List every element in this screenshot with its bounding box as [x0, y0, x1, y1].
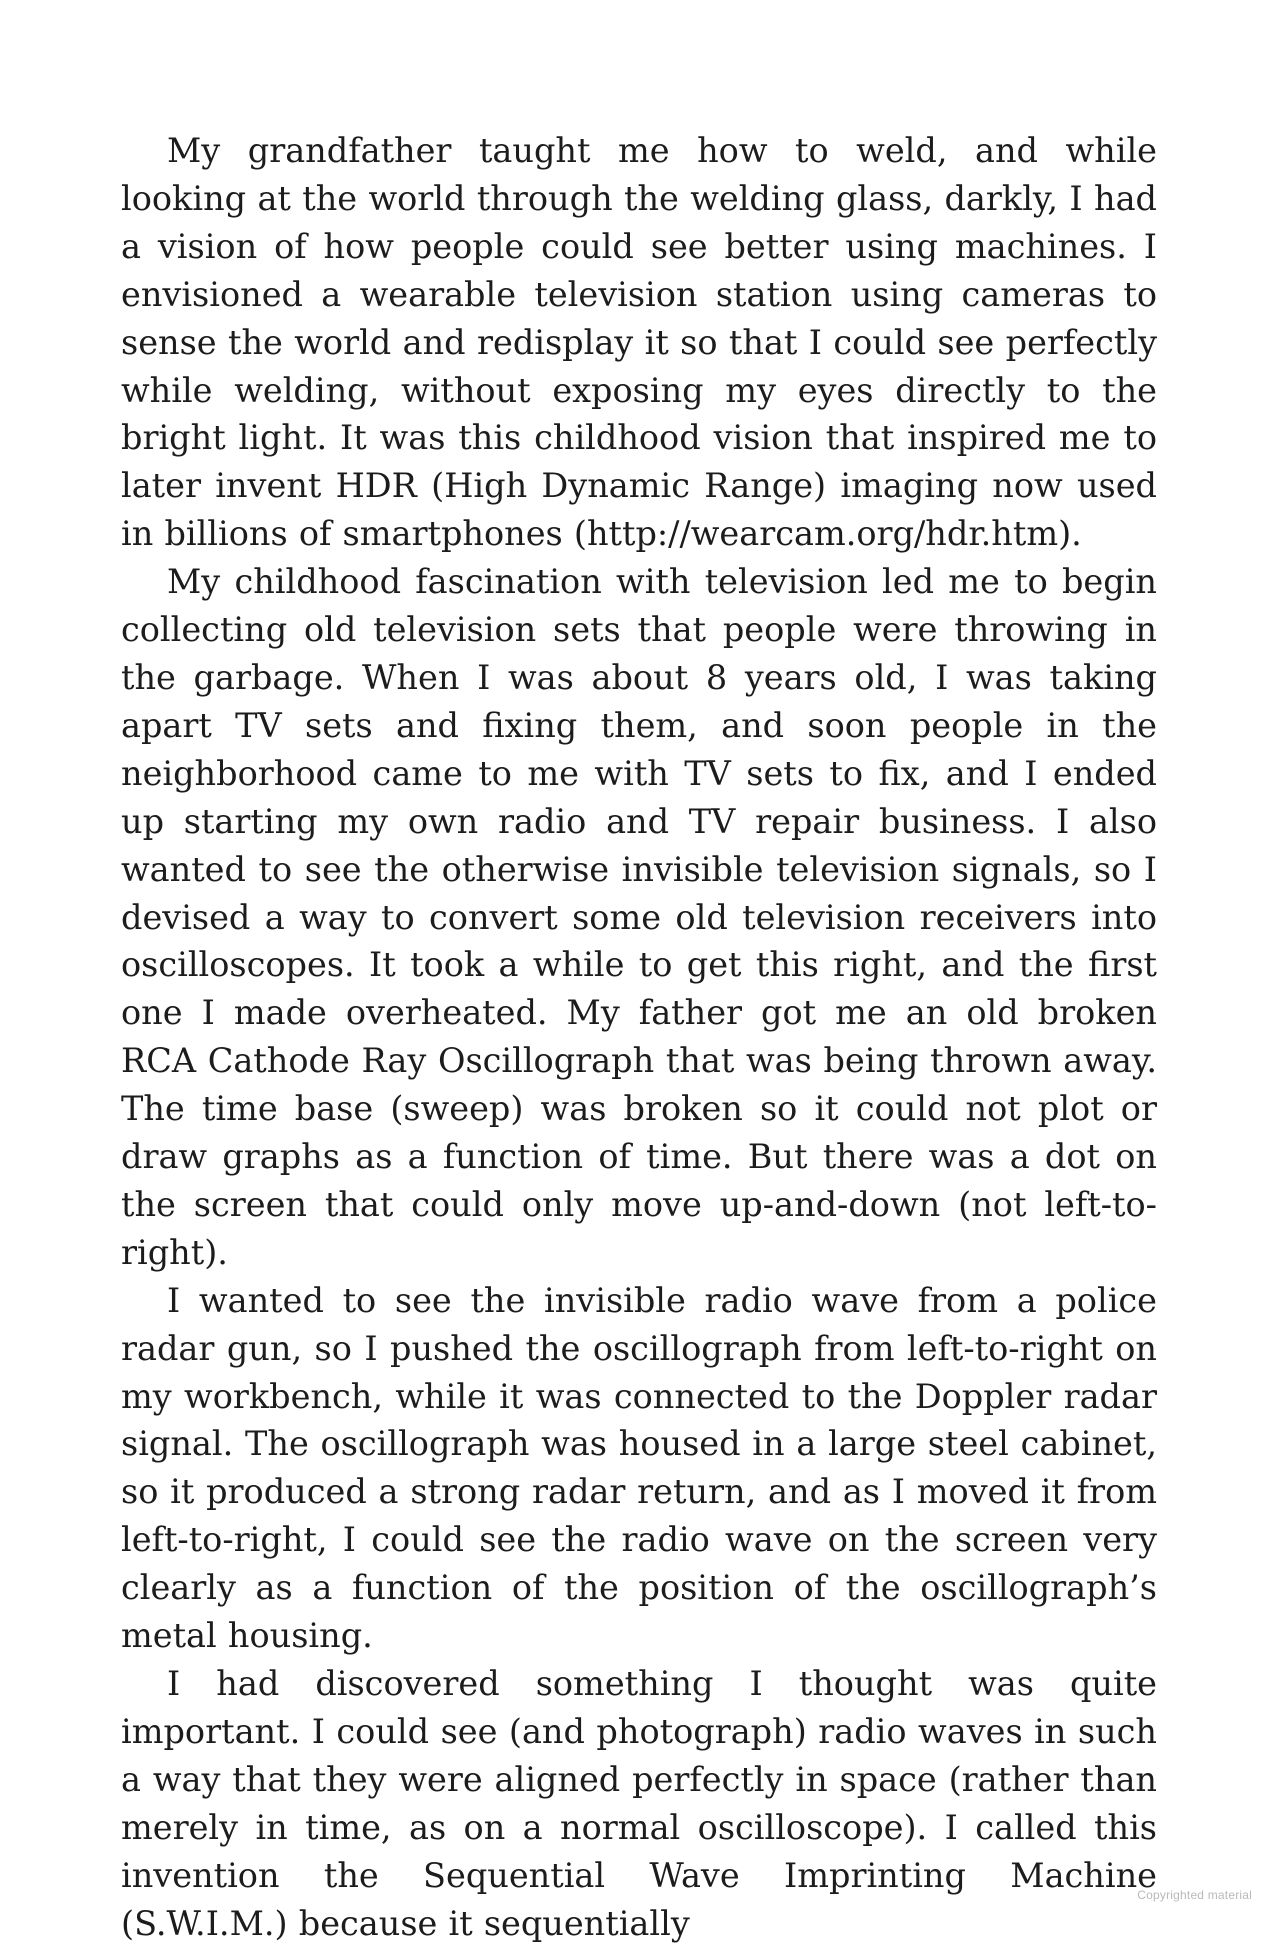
body-text	[121, 127, 1157, 1947]
copyright-watermark: Copyrighted material	[1137, 1888, 1252, 1902]
paragraph-4: I had discovered something I thought was quite important. I could see (and photograph) radio waves in such a way that they were aligned perfectly in space (rather than merely in time, as on a normal oscilloscope). I called this invention the Sequential Wave Imprinting Machine (S.W.I.M.) because it sequentially	[121, 1664, 1157, 1943]
paragraph-3: I wanted to see the invisible radio wave from a police radar gun, so I pushed the oscillograph from left-to-right on my workbench, while it was connected to the Doppler radar signal. The oscillograph was housed in a large steel cabinet, so it produced a strong radar return, and as I moved it from left-to-right, I could see the radio wave on the screen very clearly as a function of the position of the oscillograph’s metal housing.	[121, 1280, 1157, 1656]
paragraph-2: My childhood fascination with television led me to begin collecting old television sets that people were throwing in the garbage. When I was about 8 years old, I was taking apart TV sets and fixing them, and soon people in the neighborhood came to me with TV sets to fix, and I ended up starting my own radio and TV repair business. I also wanted to see the otherwise invisible television signals, so I devised a way to convert some old television receivers into oscilloscopes. It took a while to get this right, and the first one I made overheated. My father got me an old broken RCA Cathode Ray Oscillograph that was being thrown away. The time base (sweep) was broken so it could not plot or draw graphs as a function of time. But there was a dot on the screen that could only move up-and-down (not left-to-right).	[121, 562, 1157, 1272]
paragraph-1: My grandfather taught me how to weld, and while looking at the world through the welding glass, darkly, I had a vision of how people could see better using machines. I envisioned a wearable television station using cameras to sense the world and redisplay it so that I could see perfectly while welding, without exposing my eyes directly to the bright light. It was this childhood vision that inspired me to later invent HDR (High Dynamic Range) imaging now used in billions of smartphones (http://wearcam.org/hdr.htm).	[121, 131, 1157, 554]
